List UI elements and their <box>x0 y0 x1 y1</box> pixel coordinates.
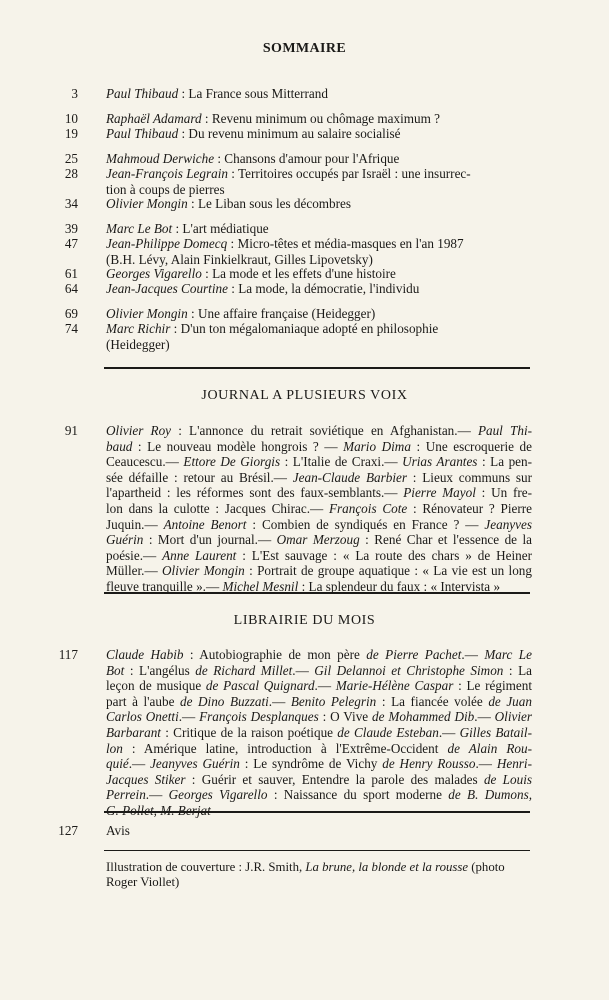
text-line <box>106 709 532 725</box>
body-text: : L'Est sauvage : « La route des chars » de Heiner <box>236 547 532 563</box>
entry-author: Paul Thibaud <box>106 86 179 101</box>
cover-caption-text: Roger Viollet) <box>106 875 180 889</box>
section-divider <box>104 592 530 594</box>
name-text: Marc Le <box>484 647 532 662</box>
entry-author: Raphaël Adamard <box>106 111 202 126</box>
name-text: Omar Merzoug <box>276 532 360 548</box>
entry-author: Georges Vigarello <box>106 266 202 281</box>
name-text: de Dino Buzzati <box>180 693 269 709</box>
body-text: : Autobiographie de mon père <box>183 647 367 662</box>
body-text: .— <box>268 693 291 709</box>
body-text: : Mort d'un journal.— <box>143 532 277 548</box>
text-line <box>106 772 532 788</box>
name-text: Gilles Batail- <box>459 724 532 740</box>
name-text: lon <box>106 740 123 756</box>
text-line <box>106 756 532 772</box>
entry-author: Olivier Mongin <box>106 306 188 321</box>
toc-entry <box>106 111 534 127</box>
entry-title-continued: tion à coups de pierres <box>106 181 225 197</box>
toc-entry <box>106 126 534 142</box>
librairie-page-number: 117 <box>58 647 78 662</box>
body-text: : Combien de syndiqués en France ? — <box>246 516 485 532</box>
body-text: .— <box>438 724 460 740</box>
text-line <box>106 517 532 533</box>
body-text: fleuve tranquille ».— <box>106 578 223 594</box>
entry-title-continued: (B.H. Lévy, Alain Finkielkraut, Gilles Lipovetsky) <box>106 251 373 267</box>
toc-entry <box>106 196 534 212</box>
entry-title-continued: (Heidegger) <box>106 336 170 352</box>
entry-title: : Micro-têtes et média-masques en l'an 1987 <box>227 236 464 251</box>
section-divider <box>104 850 530 851</box>
entry-author: Marc Le Bot <box>106 221 173 236</box>
text-line <box>106 501 532 517</box>
entry-page-number: 69 <box>64 306 78 321</box>
librairie-heading: LIBRAIRIE DU MOIS <box>233 613 376 628</box>
name-text: de Claude Esteban <box>337 724 439 740</box>
body-text: : Un fre- <box>475 485 532 501</box>
body-text: .— <box>128 756 151 772</box>
name-text: Urias Arantes <box>402 454 478 470</box>
text-line <box>106 423 532 439</box>
body-text: : L'annonce du retrait soviétique en Afghanistan.— <box>171 423 478 438</box>
text-line <box>106 470 532 486</box>
body-text: : La <box>503 662 533 678</box>
entry-title: : D'un ton mégalomaniaque adopté en philosophie <box>170 321 439 336</box>
body-text: .— <box>474 709 495 725</box>
entry-author: Jean-Philippe Domecq <box>106 236 228 251</box>
name-text: de B. Dumons, <box>448 787 532 803</box>
entry-page-number: 39 <box>64 221 78 236</box>
name-text: Perrein <box>106 787 146 803</box>
body-text: : Guérir et sauver, Entendre la parole des malades <box>185 771 484 787</box>
name-text: de Pierre Pachet <box>366 647 462 662</box>
toc-entry <box>106 266 534 282</box>
text-line <box>106 678 532 694</box>
name-text: Barbarant <box>106 724 161 740</box>
entry-title: : L'art médiatique <box>172 221 269 236</box>
text-line <box>106 725 532 741</box>
entry-title: : Revenu minimum ou chômage maximum ? <box>201 111 441 126</box>
entry-page-number: 19 <box>64 126 78 141</box>
entry-title: : Territoires occupés par Israël : une insurrec- <box>227 166 471 181</box>
section-divider <box>104 811 530 813</box>
name-text: Olivier Roy <box>106 423 172 438</box>
body-text: : René Char et l'essence de la <box>359 532 532 548</box>
body-text: : Rénovateur ? Pierre <box>407 500 532 516</box>
body-text: leçon de musique <box>106 678 206 694</box>
name-text: Michel Mesnil <box>222 578 299 594</box>
body-text: .— <box>475 756 497 772</box>
toc-entry <box>106 86 534 102</box>
name-text: G. Pollet, M. Berjat <box>106 802 211 818</box>
toc-entry <box>106 321 534 352</box>
name-text: baud <box>106 438 133 454</box>
toc-entry <box>106 166 534 197</box>
cover-caption-title: La brune, la blonde et la rousse <box>305 860 469 874</box>
body-text: Ceaucescu.— <box>106 454 184 470</box>
journal-heading: JOURNAL A PLUSIEURS VOIX <box>201 388 408 403</box>
entry-page-number: 10 <box>64 111 78 126</box>
entry-title: : La France sous Mitterrand <box>178 86 328 101</box>
journal-entries <box>106 423 532 595</box>
name-text: Bot <box>106 662 125 678</box>
sommaire-heading: SOMMAIRE <box>262 41 347 56</box>
cover-caption-text: (photo <box>468 860 505 874</box>
body-text: : Lieux communs sur <box>406 469 533 485</box>
body-text: : Une escroquerie de <box>410 438 532 454</box>
entry-author: Paul Thibaud <box>106 126 179 141</box>
body-text: poésie.— <box>106 547 163 563</box>
text-line <box>106 532 532 548</box>
body-text: .— <box>292 662 315 678</box>
name-text: Gil Delannoi et Christophe Simon <box>314 662 504 678</box>
text-line <box>106 663 532 679</box>
name-text: Henri- <box>496 756 532 772</box>
librairie-entries <box>106 647 532 819</box>
entry-page-number: 64 <box>64 281 78 296</box>
name-text: de Henry Rousso <box>382 756 476 772</box>
name-text: François Desplanques <box>199 709 319 725</box>
body-text: : Le syndrôme de Vichy <box>239 756 383 772</box>
name-text: Mario Dima <box>343 438 411 454</box>
name-text: Antoine Benort <box>163 516 247 532</box>
entry-page-number: 47 <box>64 236 78 251</box>
cover-caption-text: Illustration de couverture : J.R. Smith, <box>106 860 306 874</box>
avis-label: Avis <box>106 823 130 838</box>
body-text: : Naissance du sport moderne <box>267 787 449 803</box>
text-line <box>106 694 532 710</box>
cover-caption <box>106 860 534 890</box>
body-text: : La splendeur du faux : « Intervista » <box>298 578 501 594</box>
body-text: : Portrait de groupe aquatique : « La vie est un long <box>244 563 532 579</box>
entry-author: Olivier Mongin <box>106 196 188 211</box>
body-text: .— <box>314 678 336 694</box>
entry-title: : Du revenu minimum au salaire socialisé <box>178 126 401 141</box>
name-text: Jacques Stiker <box>106 771 186 787</box>
name-text: Ettore De Giorgis <box>183 454 281 470</box>
toc-entry <box>106 281 534 297</box>
body-text: : Le régiment <box>453 678 532 694</box>
toc-entry <box>106 306 534 322</box>
name-text: de Richard Millet <box>195 662 293 678</box>
entry-title: : Chansons d'amour pour l'Afrique <box>214 151 400 166</box>
body-text: part à l'aube <box>106 693 180 709</box>
entry-page-number: 3 <box>71 86 78 101</box>
text-line <box>106 563 532 579</box>
name-text: Claude Habib <box>106 647 184 662</box>
name-text: Anne Laurent <box>162 547 237 563</box>
name-text: Olivier <box>494 709 532 725</box>
name-text: Guérin <box>106 532 144 548</box>
name-text: de Alain Rou- <box>447 740 532 756</box>
journal-page-number: 91 <box>64 423 78 438</box>
name-text: de Mohammed Dib <box>372 709 475 725</box>
text-line <box>106 485 532 501</box>
name-text: Jeanyves <box>484 516 532 532</box>
text-line <box>106 647 532 663</box>
body-text: : L'Italie de Craxi.— <box>280 454 403 470</box>
avis-page-number: 127 <box>58 823 78 838</box>
text-line <box>106 548 532 564</box>
name-text: Jean-Claude Barbier <box>292 469 407 485</box>
body-text: : Le nouveau modèle hongrois ? — <box>132 438 344 454</box>
body-text: : Critique de la raison poétique <box>160 724 338 740</box>
name-text: Pierre Mayol <box>403 485 476 501</box>
body-text: : La fiancée volée <box>376 693 489 709</box>
section-divider <box>104 367 530 369</box>
body-text: Juquin.— <box>106 516 164 532</box>
text-line <box>106 439 532 455</box>
entry-page-number: 25 <box>64 151 78 166</box>
name-text: Georges Vigarello <box>168 787 268 803</box>
name-text: Olivier Mongin <box>162 563 245 579</box>
body-text: Müller.— <box>106 563 162 579</box>
body-text: : La pen- <box>477 454 533 470</box>
body-text: l'apartheid : les réformes sont des faux-semblants.— <box>106 485 404 501</box>
name-text: de Juan <box>488 693 532 709</box>
entry-page-number: 61 <box>64 266 78 281</box>
entry-page-number: 28 <box>64 166 78 181</box>
toc-entry <box>106 221 534 237</box>
text-line <box>106 787 532 803</box>
toc-entry <box>106 236 534 267</box>
entry-page-number: 74 <box>64 321 78 336</box>
toc-entry <box>106 151 534 167</box>
name-text: Paul Thi- <box>477 423 532 438</box>
entry-author: Mahmoud Derwiche <box>106 151 215 166</box>
name-text: Carlos Onetti <box>106 709 179 725</box>
name-text: Benito Pelegrin <box>290 693 377 709</box>
body-text: lon dans la culotte : Jacques Chirac.— <box>106 500 329 516</box>
entry-author: Marc Richir <box>106 321 171 336</box>
body-text: : Amérique latine, introduction à l'Extrême-Occident <box>122 740 448 756</box>
entry-title: : Le Liban sous les décombres <box>187 196 352 211</box>
entry-title: : La mode, la démocratie, l'individu <box>227 281 420 296</box>
body-text: .— <box>178 709 200 725</box>
name-text: Jeanyves Guérin <box>150 756 240 772</box>
body-text: .— <box>461 647 485 662</box>
name-text: de Pascal Quignard <box>205 678 315 694</box>
body-text: : L'angélus <box>124 662 196 678</box>
name-text: de Louis <box>483 771 532 787</box>
name-text: François Cote <box>328 500 408 516</box>
entry-title: : La mode et les effets d'une histoire <box>201 266 396 281</box>
body-text: : O Vive <box>318 709 373 725</box>
entry-page-number: 34 <box>64 196 78 211</box>
body-text: sée défaille : retour au Brésil.— <box>106 469 293 485</box>
entry-author: Jean-François Legrain <box>106 166 228 181</box>
body-text: .— <box>145 787 169 803</box>
text-line <box>106 454 532 470</box>
entry-author: Jean-Jacques Courtine <box>106 281 228 296</box>
name-text: quié <box>106 756 129 772</box>
entry-title: : Une affaire française (Heidegger) <box>187 306 376 321</box>
name-text: Marie-Hélène Caspar <box>335 678 454 694</box>
text-line <box>106 741 532 757</box>
